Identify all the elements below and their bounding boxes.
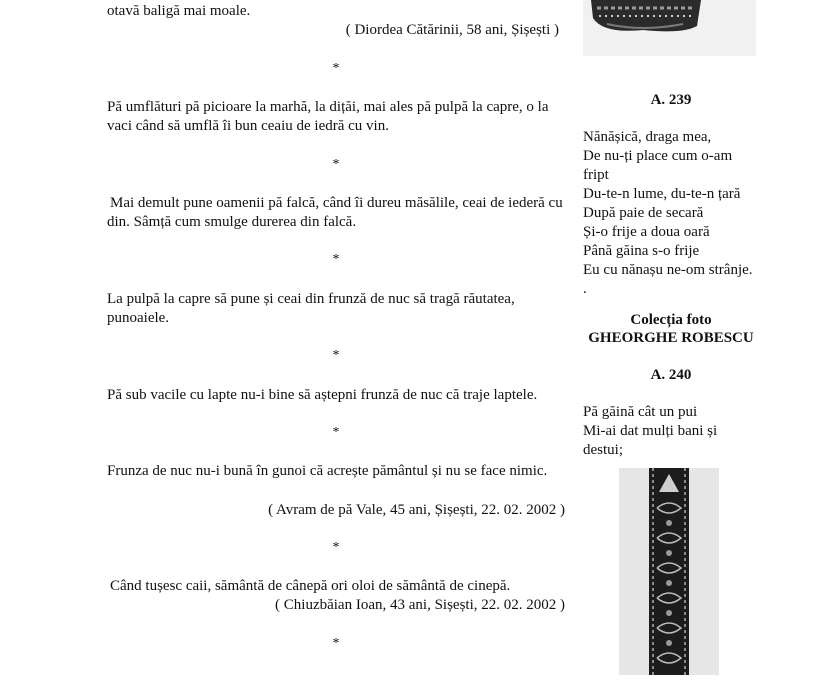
separator: * — [332, 540, 340, 555]
separator: * — [332, 348, 340, 363]
poem-block — [583, 128, 759, 299]
poem-line: Eu cu nănașu ne-om strânje. — [583, 262, 753, 278]
paragraph: Când tușesc caii, sământă de cânepă ori oloi de sământă de cinepă. — [110, 578, 511, 594]
separator: * — [332, 636, 340, 651]
paragraph: Mai demult pune oamenii pă falcă, când îi dureu măsălile, ceai de iederă cu din. Sâmță cum smulge durerea din falcă. — [107, 195, 563, 230]
poem-line: Până găina s-o frije — [583, 243, 700, 259]
source-citation: ( Diordea Cătărinii, 58 ani, Șișești ) — [345, 22, 559, 38]
poem-line: destui; — [583, 442, 623, 458]
source-citation: ( Chiuzbăian Ioan, 43 ani, Sișești, 22. 02. 2002 ) — [275, 597, 565, 613]
paragraph-tail: otavă baligă mai moale. — [107, 3, 251, 19]
poem-line: Pă găină cât un pui — [583, 404, 698, 420]
section-heading: A. 240 — [650, 367, 692, 383]
photo-image — [583, 0, 756, 56]
collection-author: GHEORGHE ROBESCU — [588, 330, 754, 346]
photo-embroidered-strap-image — [619, 468, 719, 675]
poem-line: fript — [583, 167, 609, 183]
poem-line: Du-te-n lume, du-te-n țară — [583, 186, 741, 202]
poem-line: . — [583, 281, 587, 297]
poem-line: După paie de secară — [583, 205, 704, 221]
poem-line: Și-o frije a doua oară — [583, 224, 710, 240]
poem-line: Nănășică, draga mea, — [583, 129, 712, 145]
poem-block — [583, 403, 759, 460]
photo-image — [619, 468, 719, 675]
separator: * — [332, 157, 340, 172]
poem-line: Mi-ai dat mulți bani și — [583, 423, 718, 439]
paragraph: La pulpă la capre să pune și ceai din frunză de nuc să tragă răutatea, punoaiele. — [107, 291, 515, 326]
poem-line: De nu-ți place cum o-am — [583, 148, 733, 164]
section-heading: A. 239 — [650, 92, 692, 108]
photo-textile-image — [583, 0, 756, 56]
paragraph: Pă umflături pă picioare la marhă, la dițăi, mai ales pă pulpă la capre, o la vaci când să umflă îi bun ceaiu de iedră cu vin. — [107, 99, 549, 134]
separator: * — [332, 425, 340, 440]
separator: * — [332, 252, 340, 267]
separator: * — [332, 61, 340, 76]
paragraph: Frunza de nuc nu-i bună în gunoi că acrește pământul și nu se face nimic. — [107, 463, 548, 479]
source-citation: ( Avram de pă Vale, 45 ani, Șișești, 22. 02. 2002 ) — [268, 502, 565, 518]
paragraph: Pă sub vacile cu lapte nu-i bine să aștерni frunză de nuc că traje laptele. — [107, 387, 538, 403]
collection-title: Colecția foto — [630, 312, 712, 328]
